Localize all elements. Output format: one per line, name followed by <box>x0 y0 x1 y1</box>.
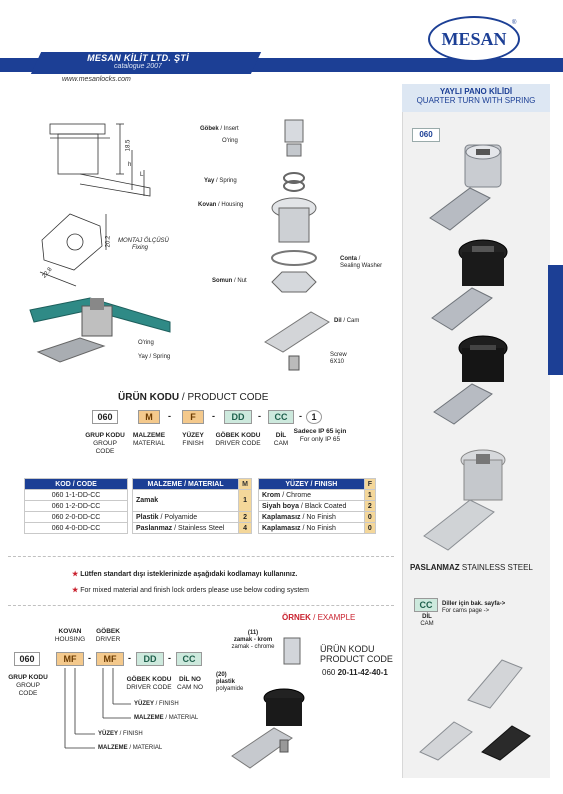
example-code-value <box>322 668 388 677</box>
finish-table-letter: F <box>364 479 375 490</box>
table-row: Krom / Chrome <box>259 490 365 501</box>
exploded-view <box>255 112 335 374</box>
example-product-code <box>320 644 393 664</box>
dim-l: L <box>140 172 144 178</box>
logo-text: MESAN <box>441 29 507 49</box>
mixed-group-label-en: GROUP CODE <box>16 682 40 697</box>
code-box-ip65: 1 <box>306 410 322 424</box>
label-cam-en: Cam <box>346 318 360 324</box>
table-row: 060 2-0-DD-CC <box>25 512 128 523</box>
code-box-material: M <box>138 410 160 424</box>
mixed-box-driver: MF <box>96 652 124 666</box>
cam-part-2 <box>420 722 472 760</box>
label-ip65-tr: Sadece IP 65 için <box>293 428 347 435</box>
label-spring: Yay / Spring <box>204 178 237 184</box>
website-url: www.mesanlocks.com <box>62 76 131 83</box>
code-box-cam: CC <box>268 410 294 424</box>
star-icon: ★ <box>72 571 79 578</box>
dim-h: h <box>128 162 132 168</box>
label-material-en: MATERIAL <box>132 440 166 447</box>
mixed-cc-label-en: CAM NO <box>177 684 203 691</box>
code-dash: - <box>212 411 215 421</box>
arrow-material-2-en: MATERIAL <box>132 745 163 751</box>
drawing-oring-label: O'ring <box>138 340 154 346</box>
product-code-title-en: PRODUCT CODE <box>187 392 269 403</box>
mixed-box-cc: CC <box>176 652 202 666</box>
cam-part <box>265 312 329 352</box>
table-row: Kaplamasız / No Finish <box>259 523 365 534</box>
material-name: Zamak <box>136 497 159 504</box>
finish-name-en: Chrome <box>286 491 312 499</box>
code-dash: - <box>168 411 171 421</box>
material-caption-tr: PASLANMAZ <box>410 563 460 572</box>
mixed-housing-label-tr: KOVAN <box>58 628 82 635</box>
label-washer: Conta / Sealing Washer <box>340 256 383 269</box>
finish-name-en: Black Coated <box>304 502 347 510</box>
washer-part <box>272 251 316 265</box>
code-dash: - <box>299 411 302 421</box>
material-caption-en: STAINLESS STEEL <box>461 563 533 572</box>
label-insert-tr: Göbek <box>200 126 219 132</box>
finish-name: Kaplamasız <box>262 524 301 532</box>
label-nut-tr: Somun <box>212 278 233 284</box>
label-screw <box>330 352 347 366</box>
code-box-finish: F <box>182 410 204 424</box>
lock-black-flat-photo <box>434 336 507 424</box>
material-table-letter: M <box>239 479 252 490</box>
cams-note-en: For cams page -> <box>442 608 490 614</box>
arrow-finish-2: YÜZEY / FINISH <box>98 731 143 737</box>
code-table <box>24 478 128 534</box>
code-dash: - <box>88 653 91 663</box>
table-row: Siyah boya / Black Coated <box>259 501 365 512</box>
label-cam-en: CAM <box>273 440 289 447</box>
example-20-number: (20) <box>216 672 227 678</box>
label-cam-tr: DİL <box>275 432 287 439</box>
material-caption <box>410 563 533 572</box>
label-screw-en: Screw <box>330 352 347 358</box>
label-oring: O'ring <box>222 138 238 144</box>
mixed-dd-label-tr: GÖBEK KODU <box>126 676 172 683</box>
note-en-text: For mixed material and finish lock orders please use below coding system <box>80 587 310 594</box>
divider <box>8 605 394 606</box>
finish-name: Siyah boya <box>262 502 299 510</box>
product-code-title: ÜRÜN KODU / PRODUCT CODE <box>118 392 269 403</box>
example-exploded-view <box>222 628 322 778</box>
star-icon: ★ <box>72 587 79 594</box>
fixing-label-en: Fixing <box>132 245 149 251</box>
table-row: 060 1-1-DD-CC <box>25 490 128 501</box>
arrow-finish-1-tr: YÜZEY <box>134 701 155 707</box>
label-driver-code <box>214 432 262 448</box>
code-dash: - <box>168 653 171 663</box>
lock-black-slot-photo <box>432 240 507 330</box>
label-ip65 <box>290 428 350 444</box>
code-table-header: KOD / CODE <box>25 479 128 490</box>
cam-part-3 <box>482 726 530 760</box>
label-housing-tr: Kovan <box>198 202 217 208</box>
arrow-finish-1-en: FINISH <box>159 701 179 707</box>
code-dash: - <box>128 653 131 663</box>
material-num: 4 <box>239 523 252 534</box>
finish-num: 0 <box>364 512 375 523</box>
mixed-cc-label-tr: DİL NO <box>179 676 201 683</box>
label-washer-en: Sealing Washer <box>340 263 383 269</box>
material-name: Paslanmaz <box>136 524 173 532</box>
label-screw-size: 6X10 <box>330 359 345 365</box>
label-spring-en: Spring <box>219 178 237 184</box>
company-name: MESAN KİLİT LTD. ŞTİ <box>87 53 189 63</box>
finish-name-en: No Finish <box>306 524 336 532</box>
arrow-material-1-en: MATERIAL <box>168 715 199 721</box>
nut-part <box>272 272 316 292</box>
label-driver-code-tr: GÖBEK KODU <box>215 432 261 439</box>
mixed-driver-label <box>90 628 126 644</box>
label-insert-en: Insert <box>223 126 239 132</box>
fixing-label-tr: MONTAJ ÖLÇÜSÜ <box>118 238 169 244</box>
cams-note <box>442 601 505 615</box>
arrow-finish-2-en: FINISH <box>123 731 143 737</box>
finish-table-header: YÜZEY / FINISH <box>259 479 365 490</box>
finish-num: 0 <box>364 523 375 534</box>
example-title: ÖRNEK / EXAMPLE <box>282 613 356 622</box>
label-nut: Somun / Nut <box>212 278 247 284</box>
material-table <box>132 478 252 534</box>
label-driver-code-en: DRIVER CODE <box>215 440 261 447</box>
material-num: 2 <box>239 512 252 523</box>
mixed-box-housing: MF <box>56 652 84 666</box>
note-tr-text: Lütfen standart dışı isteklerinizde aşağıdaki kodlamayı kullanınız. <box>80 571 298 578</box>
mixed-driver-label-tr: GÖBEK <box>96 628 120 635</box>
label-insert: Göbek / Insert <box>200 126 239 132</box>
arrow-material-1: MALZEME / MATERIAL <box>134 715 199 721</box>
table-row: 060 4-0-DD-CC <box>25 523 128 534</box>
example-title-tr: ÖRNEK <box>282 613 311 622</box>
label-cam: Dil / Cam <box>334 318 360 324</box>
example-11-en: zamak - chrome <box>231 644 275 650</box>
finish-name: Kaplamasız <box>262 513 301 521</box>
table-row: Kaplamasız / No Finish <box>259 512 365 523</box>
label-ip65-en: For only IP 65 <box>299 436 341 443</box>
finish-table <box>258 478 376 534</box>
cams-cc-box: CC <box>414 598 438 612</box>
material-name-en: Polyamide <box>164 513 198 521</box>
label-finish-tr: YÜZEY <box>182 432 204 439</box>
label-nut-en: Nut <box>237 278 247 284</box>
code-box-driver: DD <box>224 410 252 424</box>
cam-part-1 <box>468 660 522 708</box>
label-material <box>128 432 170 448</box>
example-title-en: EXAMPLE <box>317 613 356 622</box>
label-washer-tr: Conta <box>340 256 357 262</box>
note-tr <box>72 570 297 578</box>
registered-mark: ® <box>512 20 517 26</box>
insert-part <box>285 120 303 142</box>
code-box-group: 060 <box>92 410 118 424</box>
dim-20-2: 20.2 <box>105 235 112 248</box>
divider <box>8 556 394 557</box>
cams-label-en: CAM <box>420 621 434 627</box>
catalogue-label: catalogue 2007 <box>114 63 162 70</box>
material-num: 1 <box>239 490 252 512</box>
label-group-code-en: GROUP CODE <box>93 440 117 455</box>
product-code-title-tr: ÜRÜN KODU <box>118 392 180 403</box>
mixed-housing-label <box>52 628 88 644</box>
product-title-en: QUARTER TURN WITH SPRING <box>416 96 536 105</box>
lock-stainless-photo <box>424 450 505 550</box>
drawing-spring-label: Yay / Spring <box>138 354 171 360</box>
table-row: Paslanmaz / Stainless Steel <box>133 523 239 534</box>
dim-18-5: 18.5 <box>125 139 132 152</box>
example-code-tr: ÜRÜN KODU <box>320 644 375 654</box>
screw-part <box>289 356 299 370</box>
mixed-group-label <box>6 674 50 698</box>
table-row: Plastik / Polyamide <box>133 512 239 523</box>
example-code-digits: 20-11-42-40-1 <box>337 668 388 677</box>
example-20-tr: plastik <box>216 679 236 685</box>
mixed-driver-label-en: DRIVER <box>95 636 121 643</box>
arrow-material-1-tr: MALZEME <box>134 715 164 721</box>
label-housing: Kovan / Housing <box>198 202 244 208</box>
table-row <box>133 490 239 512</box>
label-group-code-tr: GRUP KODU <box>85 432 125 439</box>
mesan-logo <box>428 16 520 62</box>
arrow-material-2-tr: MALZEME <box>98 745 128 751</box>
material-name: Plastik <box>136 513 159 521</box>
table-row: 060 1-2-DD-CC <box>25 501 128 512</box>
label-finish <box>172 432 214 448</box>
arrow-finish-2-tr: YÜZEY <box>98 731 119 737</box>
page-edge-tab <box>548 265 563 375</box>
cross-section-drawing <box>30 298 170 362</box>
mixed-group-label-tr: GRUP KODU <box>8 674 48 681</box>
example-code-en: PRODUCT CODE <box>320 654 393 664</box>
lock-photos <box>410 140 545 560</box>
product-title-tr: YAYLI PANO KİLİDİ <box>439 87 513 96</box>
cams-label-tr: DİL <box>422 614 432 620</box>
product-title-box <box>402 84 550 112</box>
mixed-box-dd: DD <box>136 652 164 666</box>
cam-photos <box>410 640 545 765</box>
label-group-code <box>84 432 126 456</box>
note-en <box>72 586 309 594</box>
finish-name-en: No Finish <box>306 513 336 521</box>
label-cam-tr: Dil <box>334 318 342 324</box>
material-name-en: Stainless Steel <box>178 524 225 532</box>
label-spring-tr: Yay <box>204 178 215 184</box>
finish-name: Krom <box>262 491 281 499</box>
mixed-group-box: 060 <box>14 652 40 666</box>
finish-num: 1 <box>364 490 375 501</box>
lock-chrome-photo <box>430 145 501 230</box>
cams-note-tr: Diller için bak. sayfa-> <box>442 601 506 607</box>
label-finish-en: FINISH <box>182 440 204 447</box>
product-code-tag: 060 <box>412 128 440 142</box>
arrow-finish-1: YÜZEY / FINISH <box>134 701 179 707</box>
example-11-number: (11) <box>247 630 259 636</box>
example-20-en: polyamide <box>216 686 244 692</box>
example-code-group: 060 <box>322 668 336 677</box>
code-dash: - <box>258 411 261 421</box>
mixed-dd-label-en: DRIVER CODE <box>126 684 172 691</box>
example-11-tr: zamak - krom <box>233 637 273 643</box>
finish-num: 2 <box>364 501 375 512</box>
cams-label <box>416 614 438 628</box>
dim-22-8: 22.8 <box>41 266 54 280</box>
mixed-cc-label <box>172 676 208 692</box>
label-housing-en: Housing <box>221 202 244 208</box>
mixed-code-leader-lines <box>55 666 135 756</box>
arrow-material-2: MALZEME / MATERIAL <box>98 745 163 751</box>
label-material-tr: MALZEME <box>132 432 166 439</box>
mixed-housing-label-en: HOUSING <box>54 636 86 643</box>
fixing-label <box>118 238 169 252</box>
material-table-header: MALZEME / MATERIAL <box>133 479 239 490</box>
